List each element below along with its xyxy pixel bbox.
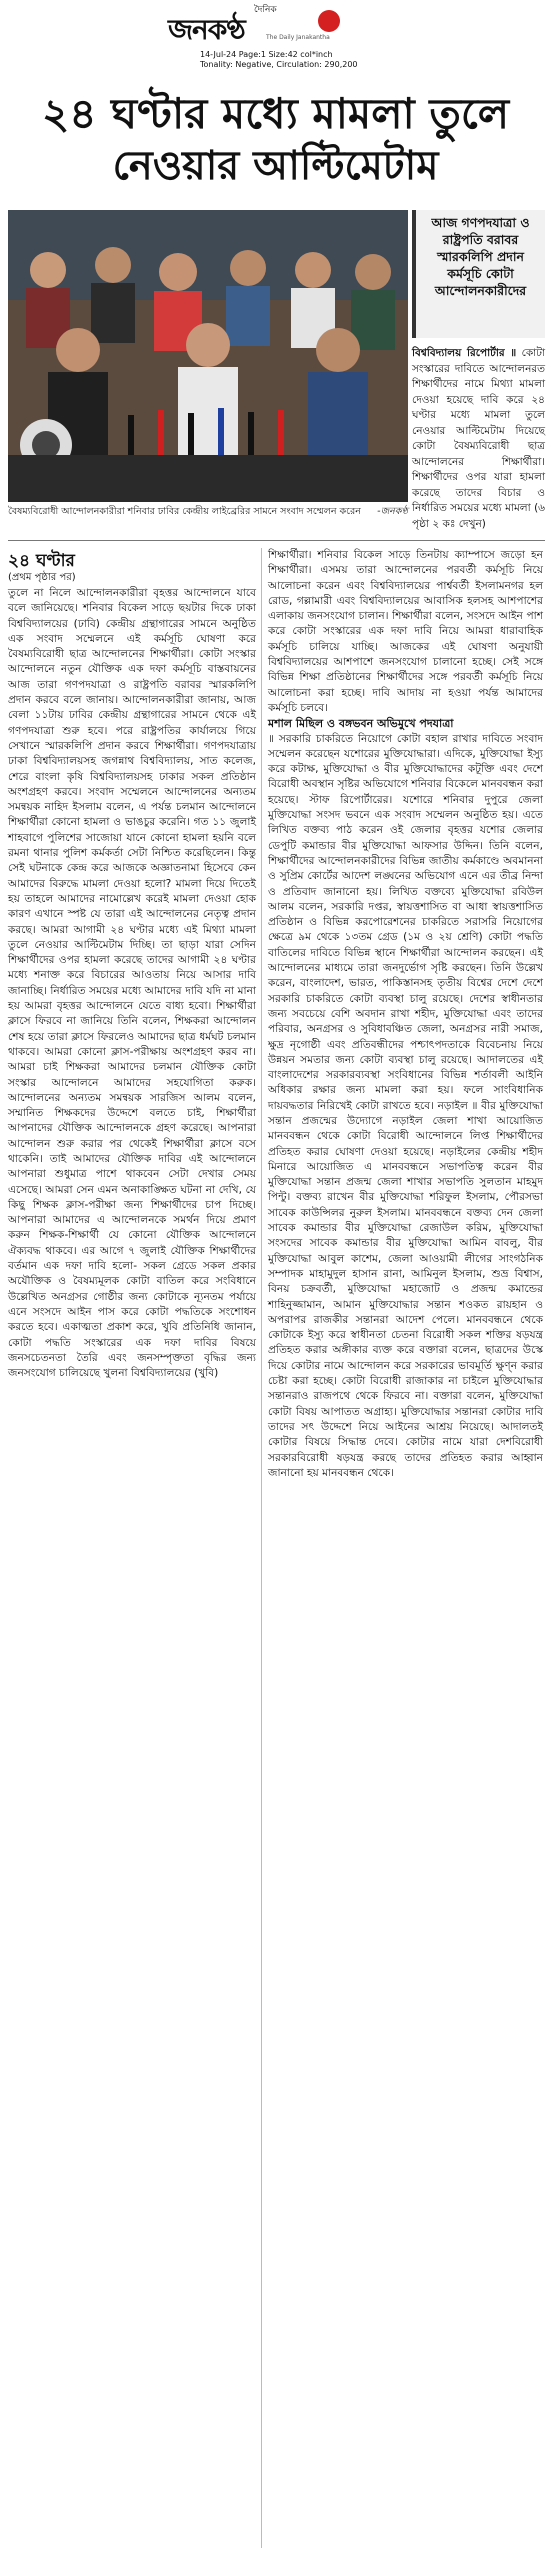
highlight-line-2: রাষ্ট্রপতি বরাবর [442, 232, 519, 247]
highlight-line-1: আজ গণপদযাত্রা ও [431, 215, 530, 230]
logo-tagline: The Daily Janakantha [266, 34, 330, 41]
masthead [0, 0, 551, 72]
logo-sun-icon [318, 10, 340, 32]
section-divider [8, 540, 545, 541]
caption-text: বৈষম্যবিরোধী আন্দোলনকারীরা শনিবার ঢাবির কেন্দ্রীয় লাইব্রেরির সামনে সংবাদ সম্মেলন করেন [8, 506, 361, 517]
clipping-meta-date: 14-Jul-24 Page:1 Size:42 col*inch [200, 50, 333, 59]
program-highlight-box [412, 210, 545, 338]
column-divider [261, 548, 262, 2548]
caption-credit: -জনকণ্ঠ [377, 506, 408, 517]
article-body-right-column [268, 548, 543, 1481]
right-column-paragraph-2: ॥ সরকারি চাকরিতে নিয়োগে কোটা বহাল রাখার দাবিতে সংবাদ সম্মেলন করেছেন যশোরের মুক্তিযোদ্ধারা। এদিকে, মুক্তিযোদ্ধা ইস্যু করে কটাক্ষ, মুক্তিযোদ্ধা ও বীর মুক্তিযোদ্ধাদের কটূক্তি এবং দেশে বিরোধী অবস্থান সৃষ্টির অভিযোগে শনিবার বিকেলে মানববন্ধন করা হয়েছে। স্টাফ রিপোর্টারের। যশোরে শনিবার দুপুরে জেলা মুক্তিযোদ্ধা সংসদ ভবনে এক সংবাদ সম্মেলন অনুষ্ঠিত হয়। এতে লিখিত বক্তব্য পাঠ করেন ওই জেলার বৃহত্তর যশোর জেলার ডেপুটি কমান্ডার বীর মুক্তিযোদ্ধা আফসার উদ্দিন। তিনি বলেন, শিক্ষার্থীদের আন্দোলনকারীদের বিভিন্ন জাতীয় কর্মকাণ্ডে অবমাননা ও সুপ্রিম কোর্টের আদেশ লঙ্ঘনের অভিযোগ এনে এর তীব্র নিন্দা ও প্রতিবাদ জানানো হয়। লিখিত বক্তব্যে মুক্তিযোদ্ধা রবিউল আলম বলেন, সরকারি দপ্তর, স্বায়ত্তশাসিত বা আধা স্বায়ত্তশাসিত প্রতিষ্ঠান ও বিভিন্ন করপোরেশনের চাকরিতে সরাসরি নিয়োগের ক্ষেত্রে ৯ম থেকে ১৩তম গ্রেড (১ম ও ২য় শ্রেণি) কোটা পদ্ধতি বাতিলের দাবিতে বিভিন্ন স্থানে শিক্ষার্থীরা আন্দোলন করছেন। এই আন্দোলনের মাধ্যমে তারা জনদুর্ভোগ সৃষ্টি করছেন। তিনি উল্লেখ করেন, বাংলাদেশ, ভারত, পাকিস্তানসহ তৃতীয় বিশ্বের দেশে দেশে সরকারি চাকরিতে কোটা ব্যবস্থা চালু রয়েছে। দেশের স্বাধীনতার জন্য সবচেয়ে বেশি অবদান রাখা শহীদ, মুক্তিযোদ্ধা এবং তাদের পরিবার, অনগ্রসর ও সুবিধাবঞ্চিত জেলা, অনগ্রসর নারী সমাজ, ক্ষুদ্র নৃগোষ্ঠী এবং প্রতিবন্ধীদের পশ্চাৎপদতাকে বিবেচনায় নিয়ে উন্নয়ন সমতার জন্য কোটা ব্যবস্থা চালু রয়েছে। আদালতের এই বাংলাদেশের সরকারব্যবস্থা সংবিধানের বিভিন্ন শর্তাবলী আইনি অধিকার রক্ষার জন্য মামলা করা হয়। ফলে সাংবিধানিক দায়বদ্ধতার নিরিখেই কোটা রাখতে হবে। নড়াইল ॥ বীর মুক্তিযোদ্ধা সন্তান প্রজন্মের উদ্যোগে নড়াইল জেলা শাখা আয়োজিত মানববন্ধন থেকে কোটা বিরোধী আন্দোলনে লিপ্ত শিক্ষার্থীদের প্রতিহত করার ঘোষণা দেওয়া হয়েছে। নড়াইলের কেন্দ্রীয় শহীদ মিনারে আয়োজিত এ মানববন্ধনে সভাপতিত্ব করেন বীর মুক্তিযোদ্ধা সন্তান প্রজন্ম জেলা শাখার সভাপতি সুলতান মাহমুদ পিন্টু। বক্তব্য রাখেন বীর মুক্তিযোদ্ধা শরিফুল ইসলাম, পৌরসভা সাবেক কাউন্সিলর নুরুল ইসলাম। মানববন্ধনে বক্তব্য দেন জেলা সাবেক কমান্ডার বীর মুক্তিযোদ্ধা রেজাউল করিম, মুক্তিযোদ্ধা সংসদের সাবেক কমান্ডার বীর মুক্তিযোদ্ধা আমিন বাবলু, বীর মুক্তিযোদ্ধা আবুল কাশেম, জেলা আওয়ামী লীগের সাংগঠনিক সম্পাদক মাহামুদুল হাসান রানা, আমিনুল ইসলাম, শুভ্র বিশ্বাস, বিনয় চক্রবর্তী, মুক্তিযোদ্ধা মহাজোট ও প্রজন্ম কমান্ডের শাহিনুজ্জামান, আমান মুক্তিযোদ্ধার সন্তান শওকত রায়হান ও অপরাপর রাজকীর সন্তানরা আদেশ পেলে। মানববন্ধনে থেকে কোটাকে ইস্যু করে স্বাধীনতা চেতনা বিরোধী সকল শক্তির ষড়যন্ত্র প্রতিহত করার অঙ্গীকার ব্যক্ত করে বক্তারা বলেন, ছাত্রদের উস্কে দিয়ে কোটার নামে আন্দোলন করে সরকারের ভাবমূর্তি ক্ষুণ্ন করার চেষ্টা করা হচ্ছে। কোটা বিরোধী রাজাকার না চাইলে মুক্তিযোদ্ধার সন্তানরাও রাজপথে থেকে ফিরবে না। বক্তারা বলেন, মুক্তিযোদ্ধা কোটা বিষয় আপাতত অগ্রাহ্য। মুক্তিযোদ্ধার সন্তানরা কোটার দাবি তাদের সৎ উদ্দেশে নিয়ে আইনের আশ্রয় নিয়েছে। আদালতই কোটার বিষয়ে সিদ্ধান্ত দেবে। কোটার নামে যারা দেশবিরোধী সরকারবিরোধী ষড়যন্ত্র করছে তাদের প্রতিহত করার আহ্বান জানানো হয় মানববন্ধন থেকে। [268, 732, 543, 1479]
headline-line-1: ২৪ ঘণ্টার মধ্যে মামলা তুলে [41, 89, 510, 138]
newspaper-logo [168, 2, 378, 46]
article-body-left-column [8, 586, 256, 1381]
logo-small-text: দৈনিক [254, 5, 277, 15]
highlight-line-5: আন্দোলনকারীদের [434, 283, 527, 298]
continuation-title: ২৪ ঘণ্টার [8, 551, 75, 571]
right-column-paragraph-1: শিক্ষার্থীরা। শনিবার বিকেল সাড়ে তিনটায় ক্যাম্পাসে জড়ো হন শিক্ষার্থীরা। এসময় তারা আন্দোলনের পরবর্তী কর্মসূচি নিয়ে আলোচনা করেন এবং বিশ্ববিদ্যালয়ের পার্শ্ববর্তী ইসলামনগর হল রোড, গল্লামারী এবং বিশ্ববিদ্যালয়ের আবাসিক হলসহ আশপাশের এলাকায় জনসংযোগ চালান। শিক্ষার্থীরা বলেন, সংসদে আইন পাশ করে কোটা সংস্কারের এক দফা দাবি নিয়ে আমরা ধারাবাহিক কর্মসূচি চালিয়ে যাচ্ছি। আজকের এই ঘোষণা অনুযায়ী বিশ্ববিদ্যালয়ের আশপাশে জনসংযোগ চালানো হচ্ছে। সেই সঙ্গে বিভিন্ন শিক্ষা প্রতিষ্ঠানের শিক্ষার্থীদের সঙ্গে পরবর্তী কর্মসূচি নিয়ে আলোচনা করা হচ্ছে। দাবি আদায় না হওয়া পর্যন্ত আমাদের কর্মসূচি চলবে। [268, 549, 543, 714]
continuation-note: (প্রথম পৃষ্ঠার পর) [8, 572, 76, 583]
reporter-byline: বিশ্ববিদ্যালয় রিপোর্টার ॥ [412, 347, 517, 359]
headline [8, 88, 543, 192]
left-column-text: তুলে না নিলে আন্দোলনকারীরা বৃহত্তর আন্দোলনে যাবে বলে জানিয়েছে। শনিবার বিকেল সাড়ে ছয়টার দিকে ঢাকা বিশ্ববিদ্যালয়ের (ঢাবি) কেন্দ্রীয় গ্রন্থাগারের সামনে অনুষ্ঠিত এক সংবাদ সম্মেলনে এই কর্মসূচি ঘোষণা করে বৈষম্যবিরোধী ছাত্র আন্দোলনের শিক্ষার্থীরা। কোটা সংস্কার আন্দোলনে নতুন যৌক্তিক এক দফা কর্মসূচি বাস্তবায়নের আজ তারা গণপদযাত্রা ও রাষ্ট্রপতি বরাবর স্মারকলিপি প্রদান করবে বলে জানায়। আন্দোলনকারীরা জানায়, আজ বেলা ১১টায় ঢাবির কেন্দ্রীয় গ্রন্থাগারের সামনে থেকে এই গণপদযাত্রা শুরু হবে। পরে রাষ্ট্রপতির কার্যালয়ে গিয়ে সেখানে স্মারকলিপি প্রদান করবে শিক্ষার্থীরা। গণপদযাত্রায় ঢাকা বিশ্ববিদ্যালয়সহ জগন্নাথ বিশ্ববিদ্যালয়, সাত কলেজ, শেরে বাংলা কৃষি বিশ্ববিদ্যালয়সহ ঢাকার সকল প্রতিষ্ঠান অংশগ্রহণ করবে। সংবাদ সম্মেলনে আন্দোলনের অন্যতম সমন্বয়ক নাহিদ ইসলাম বলেন, এ পর্যন্ত চলমান আন্দোলনে শিক্ষার্থীরা কোনো হামলা ও ভাঙচুর করেনি। গত ১১ জুলাই শাহবাগে পুলিশের সাজোয়া যানে কোনো হামলা হয়নি বলে রমনা থানার পুলিশ কর্মকর্তা সেটা নিশ্চিত করেছিলেন। কিন্তু সেই ঘটনাকে কেন্দ্র করে আজকে অজ্ঞাতনামা হিসেবে কেন আমাদের বিরুদ্ধে মামলা দেওয়া হলো? মামলা দিয়ে দিতেই হয় তাহলে আমাদের নামোল্লেখ করেই মামলা দেওয়া হোক কারণ এখানে স্পষ্ট যে তারা এই আন্দোলনের নেতৃত্ব প্রদান করছে। আমরা আগামী ২৪ ঘণ্টার মধ্যে এই মিথ্যা মামলা তুলে নেওয়ার আল্টিমেটাম দিচ্ছি। তা ছাড়া যারা সেদিন শিক্ষার্থীদের ওপর হামলা করেছে তাদের আগামী ২৪ ঘণ্টার মধ্যে শনাক্ত করে বিচারের আওতায় নিয়ে আসার দাবি জানাচ্ছি। নির্ধারিত সময়ের মধ্যে আমাদের দাবি যদি না মানা হয় আমরা বৃহত্তর আন্দোলনে যেতে বাধ্য হবো। শিক্ষার্থীরা ক্লাসে ফিরবে না জানিয়ে তিনি বলেন, শিক্ষকরা আন্দোলন শেষ হয়ে তারা ক্লাসে ফিরলেও আমাদের ছাত্র ধর্মঘট চলমান থাকবে। আমরা কোনো ক্লাস-পরীক্ষায় অংশগ্রহণ করব না। আমরা চাই শিক্ষকরা আমাদের চলমান যৌক্তিক কোটা সংস্কার আন্দোলনে আমাদের সহযোগিতা করুক। আন্দোলনের অন্যতম সমন্বয়ক সারজিস আলম বলেন, সম্মানিত শিক্ষকদের উদ্দেশে বলতে চাই, শিক্ষার্থীরা আপনাদের যৌক্তিক আন্দোলনকে গ্রহণ করেছে। আপনারা আন্দোলন শুরু করার পর থেকেই শিক্ষার্থীরা ক্লাসে বসে থাকেনি। তাই আমাদের যৌক্তিক দাবির এই আন্দোলনে আপনারা শুধুমাত্র পাশে থাকবেন সেটা দেখার সেময় এসেছে। আমরা সেন এমন অনাকাঙ্ক্ষিত ঘটনা না দেখি, যে কিছু শিক্ষক ক্লাস-পরীক্ষা জন্য শিক্ষার্থীদের চাপ দিচ্ছে। আপনারা আমাদের এ আন্দোলনকে সমর্থন দিয়ে প্রমাণ করুন শিক্ষক-শিক্ষার্থী যে কোনো যৌক্তিক আন্দোলনে ঐক্যবদ্ধ থাকবে। এর আগে ৭ জুলাই যৌক্তিক শিক্ষার্থীদের বর্তমান এক দফা দাবি হলো- সকল গ্রেডে সকল প্রকার অযৌক্তিক ও বৈষম্যমূলক কোটা বাতিল করে সংবিধানে উল্লেখিত অনগ্রসর গোষ্ঠীর জন্য কোটাকে ন্যূনতম পর্যায়ে এনে সংসদে আইন পাস করে কোটা পদ্ধতিকে সংশোধন করতে হবে। একাত্মতা প্রকাশ করে, খুবি প্রতিনিধি জানান, কোটা পদ্ধতি সংস্কারের এক দফা দাবির বিষয়ে জনসচেতনতা তৈরি এবং জনসম্পৃক্ততা বৃদ্ধির জন্য জনসংযোগ চালিয়েছে খুলনা বিশ্ববিদ্যালয়ের (খুবি) [8, 587, 256, 1380]
photo-caption [8, 505, 408, 518]
article-intro [412, 346, 545, 532]
right-column-subheading: মশাল মিছিল ও বঙ্গভবন অভিমুখে পদযাত্রা [268, 717, 454, 731]
clipping-meta-tonality: Tonality: Negative, Circulation: 290,200 [200, 60, 358, 69]
intro-text: কোটা সংস্কারের দাবিতে আন্দোলনরত শিক্ষার্থীদের নামে মিথ্যা মামলা দেওয়া হয়েছে দাবি করে ২৪ ঘণ্টার মধ্যে মামলা তুলে নেওয়ার আল্টিমেটাম দিয়েছে কোটা বৈষম্যবিরোধী ছাত্র আন্দোলনের শিক্ষার্থীরা। শিক্ষার্থীদের ওপর যারা হামলা করেছে তাদের বিচার ও নির্ধারিত সময়ের মধ্যে মামলা (৬ পৃষ্ঠা ২ কঃ দেখুন) [412, 347, 545, 530]
headline-line-2: নেওয়ার আল্টিমেটাম [112, 142, 439, 189]
highlight-line-4: কর্মসূচি কোটা [447, 266, 514, 281]
press-conference-photo [8, 210, 408, 502]
logo-title: জনকণ্ঠ [168, 13, 245, 46]
photo-illustration [8, 210, 408, 502]
highlight-line-3: স্মারকলিপি প্রদান [437, 249, 524, 264]
